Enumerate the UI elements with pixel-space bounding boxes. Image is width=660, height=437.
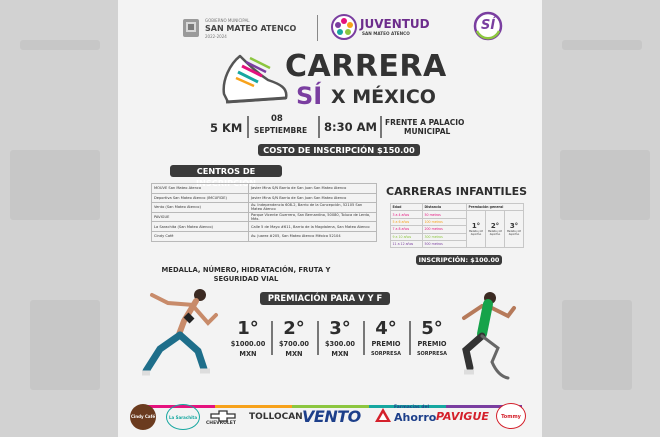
header-divider xyxy=(317,15,318,41)
centro-name: Deportiva San Mateo Atenco (IMCUFIDE) xyxy=(152,193,249,203)
kid-dist: 300 metros xyxy=(423,233,467,240)
prize-place: 3° xyxy=(329,318,351,339)
table-row xyxy=(152,184,377,194)
infantiles-inscripcion: INSCRIPCIÓN: $100.00 xyxy=(416,255,502,265)
si-logo-text: SÍ xyxy=(481,18,496,33)
blur-block xyxy=(30,300,100,390)
place-line2: MUNICIPAL xyxy=(404,127,451,136)
details-divider xyxy=(380,116,382,138)
table-row xyxy=(152,193,377,203)
kids-place xyxy=(467,211,486,248)
blur-block xyxy=(562,40,642,50)
prize-line2: MXN xyxy=(285,350,303,358)
juventud-title: JUVENTUD xyxy=(360,17,430,31)
sponsor-la-sarachita: La Sarachita xyxy=(166,404,200,430)
sponsor-cindy-cafe: Cindy Café xyxy=(130,404,156,430)
runner-woman-image xyxy=(138,285,224,385)
centro-name: PAVIGUE xyxy=(152,212,249,222)
prize-line1: $1000.00 xyxy=(230,340,266,348)
includes-line2: SEGURIDAD VIAL xyxy=(213,275,279,283)
kid-edad: 5 a 6 años xyxy=(391,218,423,225)
kids-place xyxy=(486,211,505,248)
sneaker-icon xyxy=(218,50,292,110)
place-number: 3° xyxy=(509,222,519,231)
place-number: 1° xyxy=(471,222,481,231)
prize-2 xyxy=(272,320,316,358)
prize-line1: PREMIO xyxy=(417,340,447,348)
municipio-name: SAN MATEO ATENCO xyxy=(205,24,297,33)
centro-address: Javier Mina S/N Barrio de San Juan San Mateo Atenco xyxy=(249,184,377,194)
details-divider xyxy=(318,116,320,138)
centro-name: MOUVE San Mateo Atenco xyxy=(152,184,249,194)
kid-dist: 100 metros xyxy=(423,218,467,225)
kids-place xyxy=(505,211,524,248)
prize-place: 1° xyxy=(237,318,259,339)
si-logo-icon xyxy=(473,11,503,41)
municipal-seal-icon xyxy=(180,17,202,39)
centro-address: Parque Vicente Guerrero, San Bernardino, 50080, Toluca de Lerdo, Méx. xyxy=(249,212,377,222)
place-number: 2° xyxy=(490,222,500,231)
title-carrera: CARRERA xyxy=(285,49,447,84)
prize-line1: $700.00 xyxy=(278,340,310,348)
juventud-sub: SAN MATEO ATENCO xyxy=(362,31,410,36)
prize-1 xyxy=(226,320,270,358)
centro-address: Av. Independencia 608-2, Barrio de la Concepción, 52105 San Mateo Atenco xyxy=(249,203,377,213)
details-divider xyxy=(247,116,249,138)
sponsor-pavigue: PAVIGUE xyxy=(436,410,489,423)
col-premiacion: Premiación general xyxy=(467,204,524,211)
includes-line1: MEDALLA, NÚMERO, HIDRATACIÓN, FRUTA Y xyxy=(161,266,331,274)
distance: 5 KM xyxy=(210,121,243,135)
prize-line2: MXN xyxy=(239,350,257,358)
prize-line2: MXN xyxy=(331,350,349,358)
municipio-years: 2022-2024 xyxy=(205,34,227,39)
place-note: Medalla y kit deportivo xyxy=(507,230,521,237)
farmacias-logo-icon xyxy=(374,407,392,423)
kid-edad: 11 a 12 años xyxy=(391,240,423,247)
sponsor-farmacias-a: Farmacias del xyxy=(394,405,430,410)
place-note: Medalla y kit deportivo xyxy=(469,230,483,237)
place-note: Medalla y kit deportivo xyxy=(488,230,502,237)
kid-dist: 200 metros xyxy=(423,226,467,233)
table-row xyxy=(391,211,524,218)
col-distancia: Distancia xyxy=(423,204,467,211)
kid-dist: 50 metros xyxy=(423,211,467,218)
prize-3 xyxy=(318,320,362,358)
prize-line1: $300.00 xyxy=(324,340,356,348)
infantiles-table xyxy=(390,203,524,248)
background-left-blur xyxy=(0,0,118,437)
centro-name: Cindy Café xyxy=(152,231,249,241)
sponsor-farmacias-b: Ahorro xyxy=(394,411,437,424)
runner-man-image xyxy=(452,290,522,386)
centros-table xyxy=(151,183,377,242)
prize-line2: SORPRESA xyxy=(370,351,402,357)
table-row xyxy=(152,203,377,213)
prize-5 xyxy=(410,320,454,358)
prize-place: 4° xyxy=(375,318,397,339)
juventud-flower-icon xyxy=(331,14,357,40)
centro-address: Av. Juarez #205, San Mateo Atenco México 52104 xyxy=(249,231,377,241)
prize-place: 5° xyxy=(421,318,443,339)
blur-block xyxy=(560,150,650,220)
sponsor-vento: VENTO xyxy=(302,407,361,426)
table-row xyxy=(152,231,377,241)
date-day: 08 xyxy=(271,114,283,124)
sponsor-tollocan: TOLLOCAN xyxy=(249,412,303,422)
col-edad: Edad xyxy=(391,204,423,211)
blur-block xyxy=(10,150,100,220)
centros-heading: CENTROS DE INSCRIPCIÓN xyxy=(170,165,282,177)
title-si: SÍ xyxy=(296,82,323,110)
blur-block xyxy=(20,40,100,50)
kid-dist: 500 metros xyxy=(423,240,467,247)
premiacion-heading: PREMIACIÓN PARA V Y F xyxy=(260,292,390,305)
prize-line1: PREMIO xyxy=(371,340,401,348)
event-poster xyxy=(118,0,542,437)
rainbow-stripe xyxy=(138,393,522,396)
prize-place: 2° xyxy=(283,318,305,339)
table-row xyxy=(152,212,377,222)
kid-edad: 3 a 4 años xyxy=(391,211,423,218)
sponsor-chevrolet: CHEVROLET xyxy=(206,421,236,426)
centro-name: Vento (San Mateo Atenco) xyxy=(152,203,249,213)
infantiles-heading: CARRERAS INFANTILES xyxy=(386,185,528,198)
title-x-mexico: X MÉXICO xyxy=(331,86,436,108)
blur-block xyxy=(562,300,632,390)
background-right-blur xyxy=(542,0,660,437)
table-row xyxy=(152,222,377,232)
date-month: SEPTIEMBRE xyxy=(254,126,308,135)
prize-4 xyxy=(364,320,408,358)
centro-address: Javier Mina S/N Barrio de San Juan San Mateo Atenco xyxy=(249,193,377,203)
chevrolet-bowtie-icon xyxy=(210,407,236,419)
kid-edad: 7 a 8 años xyxy=(391,226,423,233)
place-line1: FRENTE A PALACIO xyxy=(385,118,465,127)
centro-address: Calle 5 de Mayo #611, Barrio de la Magdalena, San Mateo Atenco xyxy=(249,222,377,232)
kid-edad: 9 a 10 años xyxy=(391,233,423,240)
sponsor-tommy: Tommy xyxy=(496,403,526,429)
centro-name: La Sarachita (San Mateo Atenco) xyxy=(152,222,249,232)
cost-banner: COSTO DE INSCRIPCIÓN $150.00 xyxy=(258,144,420,156)
municipio-small: GOBIERNO MUNICIPAL xyxy=(205,18,250,23)
table-row xyxy=(391,204,524,211)
start-time: 8:30 AM xyxy=(324,120,377,134)
prize-line2: SORPRESA xyxy=(416,351,448,357)
